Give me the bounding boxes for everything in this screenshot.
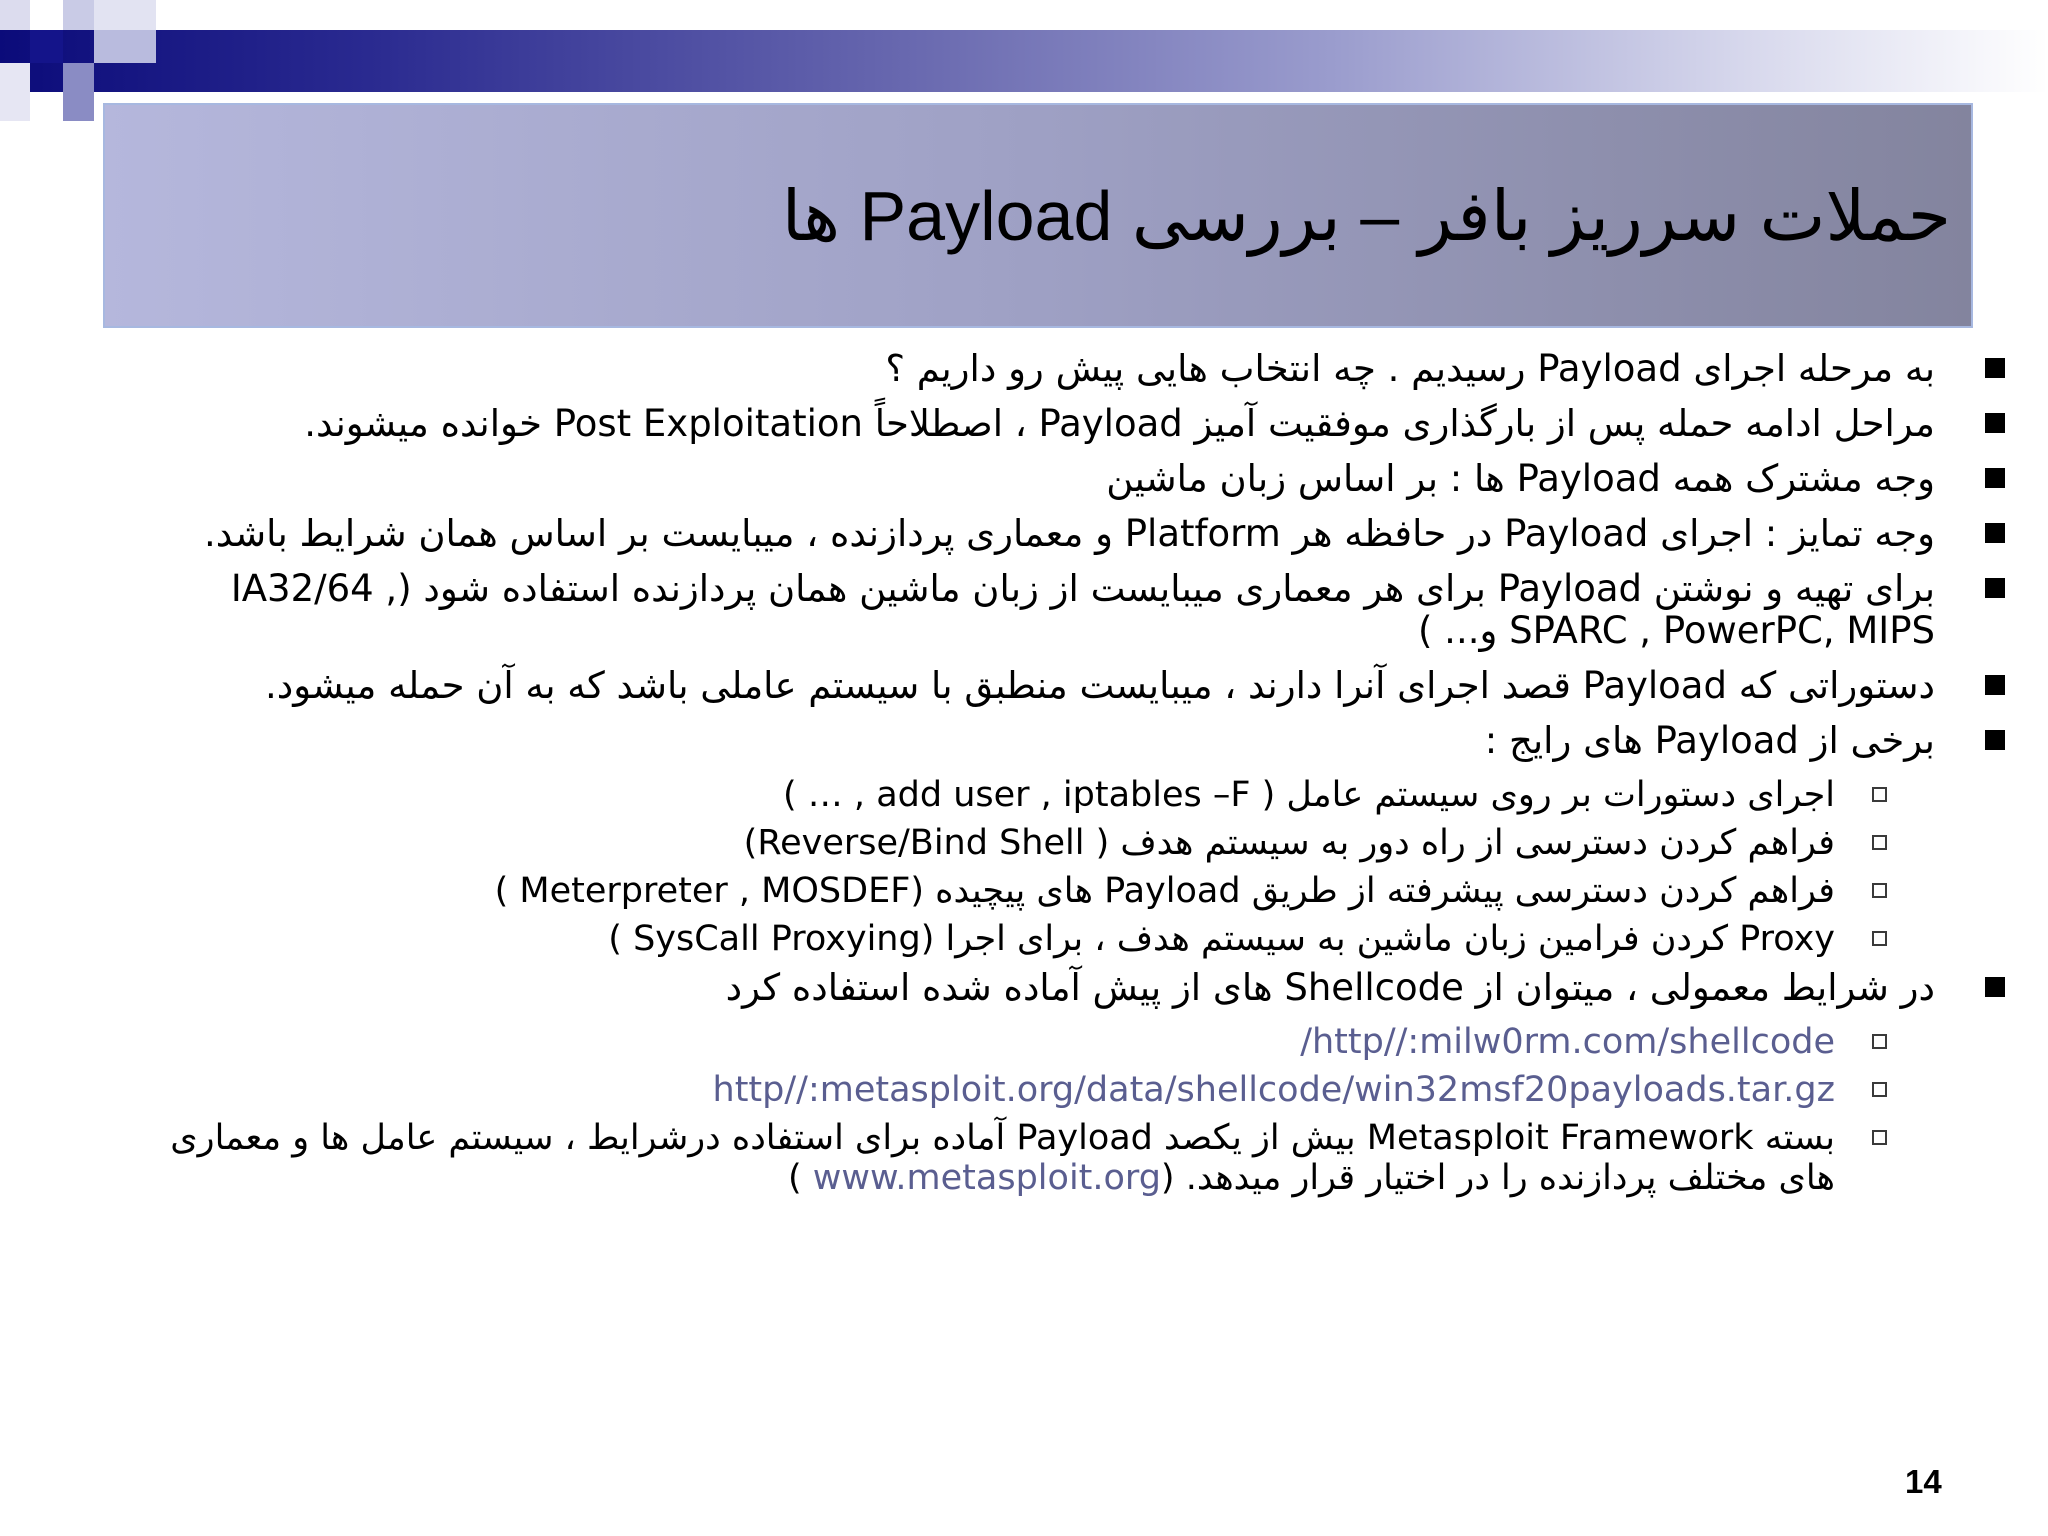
square-bullet-icon xyxy=(1985,578,2005,598)
bullet-item xyxy=(140,568,1935,652)
sub-bullet-item xyxy=(140,1022,1835,1062)
sub-bullet-item xyxy=(140,871,1835,911)
decor-square xyxy=(0,63,30,121)
square-bullet-icon xyxy=(1985,468,2005,488)
bullet-text: دستوراتی که Payload قصد اجرای آنرا دارند ، میبایست منطبق با سیستم عاملی باشد که به آن حمله میشود. xyxy=(264,664,1935,707)
sub-bullet-text: فراهم کردن دسترسی پیشرفته از طریق Payload های پیچیده (Meterpreter , MOSDEF ) xyxy=(494,871,1835,911)
decor-square xyxy=(63,63,94,121)
square-bullet-icon xyxy=(1985,413,2005,433)
sub-bullet-item xyxy=(140,919,1835,959)
metasploit-site-link[interactable]: www.metasploit.org xyxy=(812,1158,1161,1198)
sub-bullet-item xyxy=(140,823,1835,863)
bullet-text: برای تهیه و نوشتن Payload برای هر معماری میبایست از زبان ماشین همان پردازنده استفاده شود (IA32/64 , SPARC , PowerPC, MIPS و... ) xyxy=(230,567,1935,652)
bullet-item xyxy=(140,348,1935,390)
hollow-square-bullet-icon xyxy=(1872,1034,1887,1049)
bullet-text: مراحل ادامه حمله پس از بارگذاری موفقیت آمیز Payload ، اصطلاحاً Post Exploitation خوانده میشوند. xyxy=(304,402,1935,445)
hollow-square-bullet-icon xyxy=(1872,883,1887,898)
hollow-square-bullet-icon xyxy=(1872,1082,1887,1097)
page-number: 14 xyxy=(1905,1463,1942,1500)
sub-bullet-text: فراهم کردن دسترسی از راه دور به سیستم هدف ( Reverse/Bind Shell) xyxy=(743,823,1835,863)
hollow-square-bullet-icon xyxy=(1872,931,1887,946)
decor-square xyxy=(0,0,30,30)
slide-title: حملات سرریز بافر – بررسی Payload ها xyxy=(781,177,1951,255)
square-bullet-icon xyxy=(1985,730,2005,750)
metasploit-shellcode-link[interactable]: http//:metasploit.org/data/shellcode/win32msf20payloads.tar.gz xyxy=(712,1070,1835,1110)
closing-paren: ) xyxy=(787,1158,802,1198)
hollow-square-bullet-icon xyxy=(1872,835,1887,850)
bullet-text: به مرحله اجرای Payload رسیدیم . چه انتخاب هایی پیش رو داریم ؟ xyxy=(885,347,1935,390)
decor-square xyxy=(30,30,63,63)
sub-bullet-text: بسته Metasploit Framework بیش از یکصد Payload آماده برای استفاده درشرایط ، سیستم عامل ها و معماری های مختلف پردازنده را در اختیار قرار میدهد. ( xyxy=(170,1118,1835,1198)
decor-square xyxy=(63,0,94,30)
bullet-item xyxy=(140,665,1935,707)
sub-bullet-item xyxy=(140,1070,1835,1110)
bullet-item xyxy=(140,720,1935,762)
title-box xyxy=(103,103,1973,328)
square-bullet-icon xyxy=(1985,977,2005,997)
bullet-text: برخی از Payload های رایج : xyxy=(1484,719,1935,762)
sub-bullet-item xyxy=(140,775,1835,815)
square-bullet-icon xyxy=(1985,675,2005,695)
bullet-text: وجه تمایز : اجرای Payload در حافظه هر Platform و معماری پردازنده ، میبایست بر اساس همان شرایط باشد. xyxy=(203,512,1935,555)
square-bullet-icon xyxy=(1985,358,2005,378)
bullet-text: وجه مشترک همه Payload ها : بر اساس زبان ماشین xyxy=(1106,457,1935,500)
hollow-square-bullet-icon xyxy=(1872,1130,1887,1145)
decor-square xyxy=(94,0,156,30)
bullet-item xyxy=(140,403,1935,445)
sub-bullet-item xyxy=(140,1118,1835,1198)
decor-square xyxy=(94,30,156,63)
slide-content xyxy=(140,348,1935,1206)
square-bullet-icon xyxy=(1985,523,2005,543)
sub-bullet-text: Proxy کردن فرامین زبان ماشین به سیستم هدف ، برای اجرا (SysCall Proxying ) xyxy=(608,919,1835,959)
bullet-text: در شرایط معمولی ، میتوان از Shellcode های از پیش آماده شده استفاده کرد xyxy=(725,966,1935,1009)
hollow-square-bullet-icon xyxy=(1872,787,1887,802)
milw0rm-link[interactable]: http//:milw0rm.com/shellcode/ xyxy=(1300,1022,1835,1062)
bullet-item xyxy=(140,513,1935,555)
bullet-item xyxy=(140,458,1935,500)
top-gradient-band xyxy=(0,30,2048,92)
bullet-item xyxy=(140,967,1935,1009)
sub-bullet-text: اجرای دستورات بر روی سیستم عامل ( add user , iptables –F , … ) xyxy=(783,775,1835,815)
